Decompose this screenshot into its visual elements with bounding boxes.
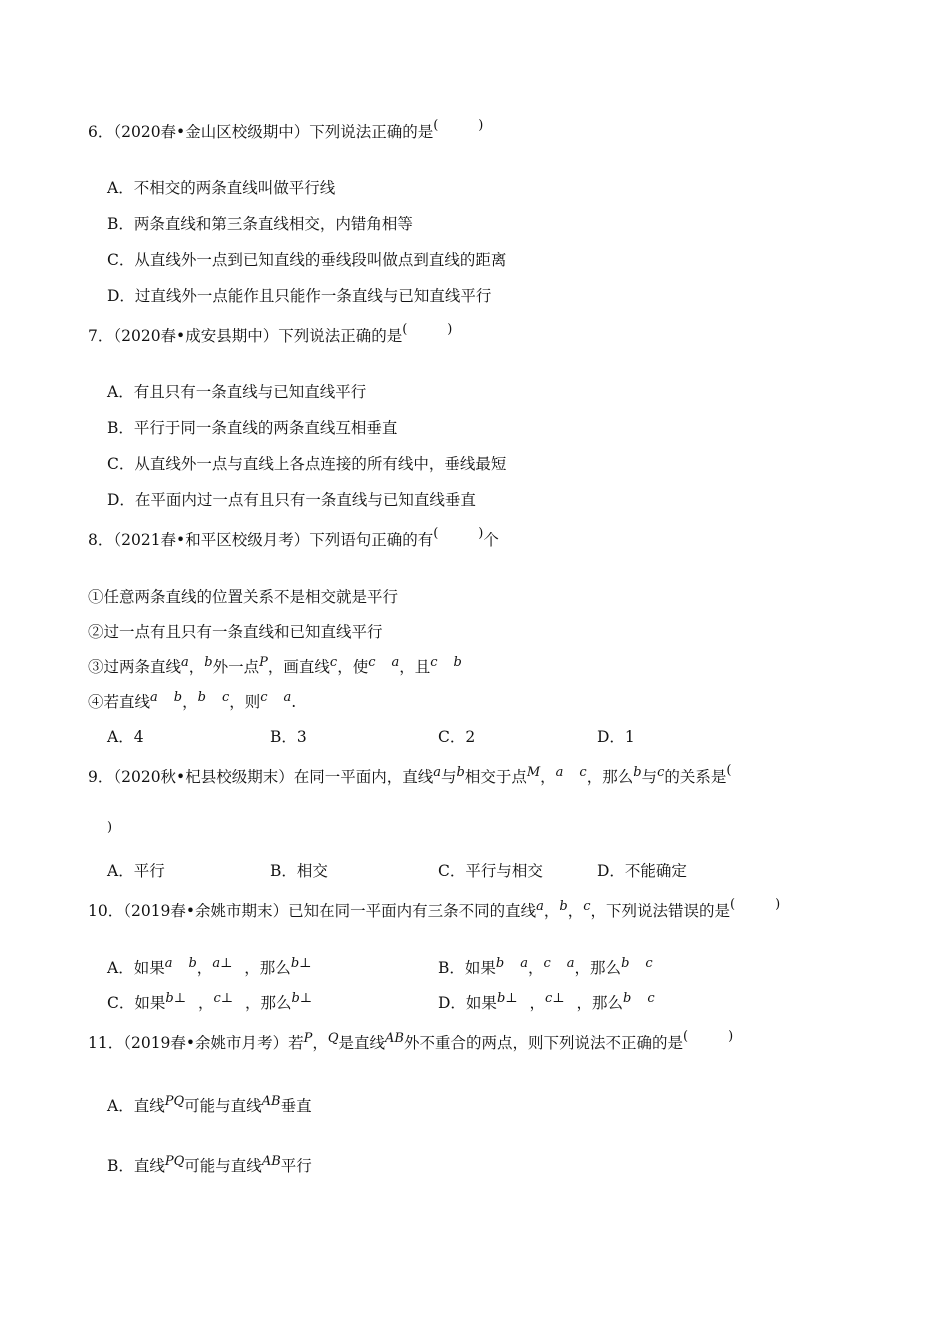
answer-paren-open: ( (433, 526, 439, 541)
statement-3-text: ，画直线 (267, 658, 330, 676)
question-9-option-d: D．不能确定 (597, 862, 687, 880)
option-text: D．如果 (438, 994, 497, 1012)
period: . (291, 693, 297, 711)
comma: ， (197, 994, 214, 1012)
var-AB: AB (261, 1094, 281, 1109)
var-b: b (197, 690, 206, 705)
answer-paren-open: ( (683, 1029, 689, 1044)
var-c: c (645, 956, 653, 971)
statement-3-text: 外一点 (212, 658, 260, 676)
var-c: c (430, 655, 438, 670)
question-8-text: 8．（2021春•和平区校级月考）下列语句正确的有 (88, 531, 434, 549)
var-c: c (583, 899, 591, 914)
option-text: B．直线 (107, 1157, 165, 1175)
question-8-tail: 个 (483, 531, 499, 549)
answer-paren-close: ) (728, 1029, 734, 1044)
option-text: ，那么 (576, 994, 624, 1012)
question-11-text: 是直线 (338, 1034, 386, 1052)
var-b: b (623, 991, 632, 1006)
var-c: c (221, 690, 230, 705)
answer-paren-open: ( (730, 897, 736, 912)
question-8-stem (88, 526, 499, 552)
question-9-option-a: A．平行 (107, 862, 165, 880)
var-b: b (453, 655, 462, 670)
question-11-text: 11．（2019春•余姚市月考）若 (88, 1034, 304, 1052)
question-8-option-a: A．4 (107, 728, 144, 746)
var-c-perp: c⊥ (545, 991, 565, 1006)
question-8-option-c: C．2 (438, 728, 476, 746)
question-6-stem (88, 118, 484, 144)
var-a-perp: a⊥ (212, 956, 233, 971)
question-8-option-d: D．1 (597, 728, 635, 746)
comma: ， (527, 959, 544, 977)
question-6-option-c: C．从直线外一点到已知直线的垂线段叫做点到直线的距离 (107, 251, 507, 269)
question-11-stem (88, 1029, 734, 1055)
question-10-text: 10．（2019春•余姚市期末）已知在同一平面内有三条不同的直线 (88, 902, 537, 920)
comma: ， (196, 959, 213, 977)
question-6-text: 6．（2020春•金山区校级期中）下列说法正确的是 (88, 123, 434, 141)
comma: ， (543, 902, 560, 920)
question-11-option-a (107, 1096, 312, 1118)
option-text: ，那么 (244, 994, 292, 1012)
question-10-option-d (438, 993, 655, 1015)
var-b-perp: b⊥ (496, 991, 518, 1006)
option-text: C．如果 (107, 994, 166, 1012)
var-M: M (526, 765, 541, 780)
comma: ， (312, 1034, 328, 1052)
var-PQ: PQ (164, 1154, 185, 1169)
question-9-option-c: C．平行与相交 (438, 862, 543, 880)
question-7-option-d: D．在平面内过一点有且只有一条直线与已知直线垂直 (107, 491, 476, 509)
question-8-option-b: B．3 (270, 728, 307, 746)
var-c: c (579, 765, 587, 780)
var-b: b (188, 956, 197, 971)
answer-paren-open: ( (402, 322, 408, 337)
var-b: b (204, 655, 213, 670)
statement-3 (88, 657, 462, 679)
question-9-text: ，那么 (586, 768, 634, 786)
question-6-option-d: D．过直线外一点能作且只能作一条直线与已知直线平行 (107, 287, 492, 305)
statement-2: ②过一点有且只有一条直线和已知直线平行 (88, 623, 383, 641)
question-10-option-c (107, 993, 312, 1015)
question-9-text: 的关系是 (664, 768, 727, 786)
var-c: c (543, 956, 551, 971)
var-P: P (303, 1031, 313, 1046)
question-10-option-b (438, 958, 653, 980)
option-text: ，那么 (574, 959, 622, 977)
var-b-perp: b⊥ (165, 991, 186, 1006)
var-AB: AB (385, 1031, 404, 1046)
var-c: c (329, 655, 338, 670)
answer-paren-close: ) (478, 118, 484, 133)
question-9-text: 9．（2020秋•杞县校级期末）在同一平面内，直线 (88, 768, 434, 786)
option-text: 平行 (280, 1157, 312, 1175)
answer-paren-close: ) (447, 322, 453, 337)
answer-paren-open: ( (433, 118, 439, 133)
question-10-option-a (107, 958, 311, 980)
statement-3-text: ③过两条直线 (88, 658, 182, 676)
var-a: a (391, 655, 400, 670)
var-b: b (495, 956, 505, 971)
option-text: A．如果 (107, 959, 165, 977)
var-c: c (647, 991, 655, 1006)
option-text: 垂直 (280, 1097, 312, 1115)
question-7-option-a: A．有且只有一条直线与已知直线平行 (107, 383, 367, 401)
var-b-perp: b⊥ (290, 956, 312, 971)
question-11-option-b (107, 1156, 312, 1178)
var-c: c (368, 655, 376, 670)
var-a: a (433, 765, 441, 780)
question-7-stem (88, 322, 453, 348)
question-9-option-b: B．相交 (270, 862, 328, 880)
var-b-perp: b⊥ (291, 991, 313, 1006)
var-PQ: PQ (164, 1094, 185, 1109)
question-9-text: 与 (641, 768, 658, 786)
statement-4-text: ④若直线 (88, 693, 151, 711)
option-text: 可能与直线 (184, 1157, 262, 1175)
question-11-text: 外不重合的两点，则下列说法不正确的是 (403, 1034, 683, 1052)
var-c-perp: c⊥ (213, 991, 233, 1006)
comma: ， (182, 693, 198, 711)
question-10-text: ，下列说法错误的是 (590, 902, 730, 920)
question-9-text: 相交于点 (464, 768, 527, 786)
question-9-text: 与 (440, 768, 457, 786)
answer-paren-close: ) (478, 526, 484, 541)
question-9-stem (88, 763, 732, 789)
var-a: a (520, 956, 528, 971)
var-AB: AB (261, 1154, 281, 1169)
var-c: c (657, 765, 665, 780)
option-text: B．如果 (438, 959, 496, 977)
answer-paren-close (107, 820, 113, 846)
statement-3-text: ，且 (399, 658, 431, 676)
var-a: a (150, 690, 158, 705)
var-c: c (260, 690, 268, 705)
question-7-option-c: C．从直线外一点与直线上各点连接的所有线中，垂线最短 (107, 455, 507, 473)
var-b: b (456, 765, 465, 780)
answer-paren-close: ) (775, 897, 781, 912)
statement-1: ①任意两条直线的位置关系不是相交就是平行 (88, 588, 399, 606)
option-text: ，那么 (244, 959, 291, 977)
var-a: a (164, 956, 173, 971)
statement-3-text: ，使 (337, 658, 369, 676)
question-6-option-a: A．不相交的两条直线叫做平行线 (107, 179, 336, 197)
var-a: a (283, 690, 292, 705)
comma: ， (188, 658, 205, 676)
var-b: b (621, 956, 630, 971)
statement-4-text: ，则 (229, 693, 261, 711)
var-P: P (259, 655, 268, 670)
question-7-text: 7．（2020春•成安县期中）下列说法正确的是 (88, 327, 403, 345)
var-Q: Q (327, 1031, 339, 1046)
answer-paren-open: ( (726, 763, 732, 778)
answer-paren-close-glyph: ) (107, 820, 113, 835)
var-b: b (633, 765, 642, 780)
option-text: A．直线 (107, 1097, 165, 1115)
var-a: a (566, 956, 575, 971)
comma: ， (540, 768, 556, 786)
var-a: a (555, 765, 564, 780)
var-b: b (559, 899, 568, 914)
var-a: a (536, 899, 544, 914)
question-6-option-b: B．两条直线和第三条直线相交，内错角相等 (107, 215, 413, 233)
question-7-option-b: B．平行于同一条直线的两条直线互相垂直 (107, 419, 398, 437)
comma: ， (529, 994, 546, 1012)
var-b: b (173, 690, 183, 705)
comma: ， (567, 902, 584, 920)
question-10-stem (88, 897, 781, 923)
statement-4 (88, 692, 296, 714)
var-a: a (181, 655, 189, 670)
option-text: 可能与直线 (184, 1097, 262, 1115)
